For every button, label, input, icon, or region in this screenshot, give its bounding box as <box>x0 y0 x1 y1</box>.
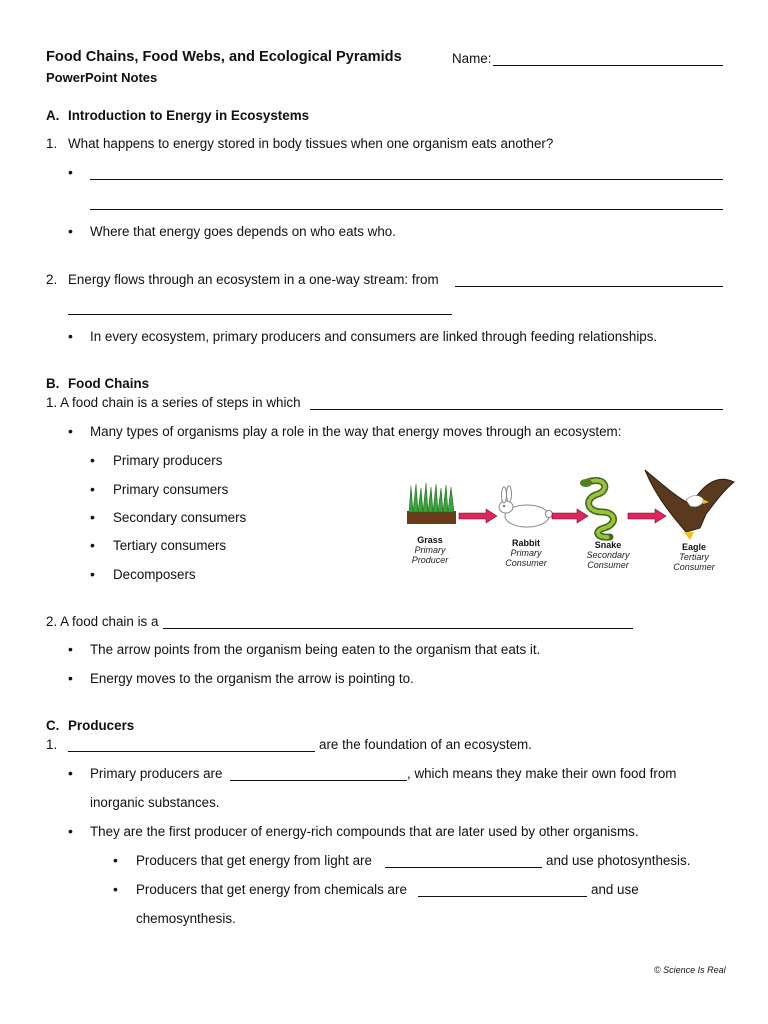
c-s2-start: Producers that get energy from chemicals are <box>136 882 407 897</box>
bullet-icon: • <box>90 566 95 582</box>
page-title: Food Chains, Food Webs, and Ecological Pyramids <box>46 49 402 65</box>
answer-blank[interactable] <box>310 409 723 410</box>
arrow-icon <box>628 509 666 523</box>
c-s1-end: and use photosynthesis. <box>546 853 691 868</box>
c-b2-text: They are the first producer of energy-rich compounds that are later used by other organisms. <box>90 824 639 839</box>
bullet-icon: • <box>113 852 118 868</box>
page-subtitle: PowerPoint Notes <box>46 70 158 85</box>
b-q1-text: 1. A food chain is a series of steps in which <box>46 395 301 410</box>
a-bullet-energy-depends: Where that energy goes depends on who eats who. <box>90 224 396 239</box>
food-chain-illustration <box>400 462 740 577</box>
bullet-icon: • <box>90 452 95 468</box>
answer-blank[interactable] <box>90 179 723 180</box>
name-label: Name: <box>452 51 492 66</box>
answer-blank[interactable] <box>230 780 407 781</box>
grass-label: Grass Primary Producer <box>411 535 449 565</box>
a-q1-text: What happens to energy stored in body tissues when one organism eats another? <box>68 136 554 151</box>
b-q2-text: 2. A food chain is a <box>46 614 159 629</box>
bullet-icon: • <box>68 164 73 180</box>
bullet-icon: • <box>68 328 73 344</box>
b-bullet-arrow-points: The arrow points from the organism being eaten to the organism that eats it. <box>90 642 541 657</box>
name-blank[interactable] <box>493 65 723 66</box>
a-q2-text: Energy flows through an ecosystem in a one-way stream: from <box>68 272 439 287</box>
rabbit-image <box>499 486 553 527</box>
section-b-letter: B. <box>46 376 60 391</box>
bullet-icon: • <box>68 423 73 439</box>
bullet-icon: • <box>68 641 73 657</box>
c-s1-start: Producers that get energy from light are <box>136 853 372 868</box>
bullet-icon: • <box>68 765 73 781</box>
copyright-footer: © Science Is Real <box>654 965 726 975</box>
role-item: Secondary consumers <box>113 510 247 525</box>
a-q2-number: 2. <box>46 272 58 287</box>
bullet-icon: • <box>68 670 73 686</box>
answer-blank[interactable] <box>455 286 723 287</box>
answer-blank[interactable] <box>68 751 315 752</box>
b-bullet-energy-moves: Energy moves to the organism the arrow is pointing to. <box>90 671 414 686</box>
grass-image <box>407 483 456 524</box>
role-item: Primary producers <box>113 453 223 468</box>
bullet-icon: • <box>90 481 95 497</box>
section-a-heading: Introduction to Energy in Ecosystems <box>68 108 310 123</box>
role-item: Tertiary consumers <box>113 538 227 553</box>
answer-blank[interactable] <box>163 628 633 629</box>
bullet-icon: • <box>68 223 73 239</box>
bullet-icon: • <box>113 881 118 897</box>
arrow-icon <box>552 509 588 523</box>
c-b1-continued: inorganic substances. <box>90 795 220 810</box>
role-item: Primary consumers <box>113 482 229 497</box>
eagle-image <box>645 470 734 540</box>
section-c-heading: Producers <box>68 718 135 733</box>
snake-image <box>580 479 614 537</box>
bullet-icon: • <box>90 509 95 525</box>
a-q1-number: 1. <box>46 136 58 151</box>
section-b-heading: Food Chains <box>68 376 150 391</box>
a-bullet-feeding-relationships: In every ecosystem, primary producers and consumers are linked through feeding relationships. <box>90 329 658 344</box>
role-item: Decomposers <box>113 567 196 582</box>
snake-label: Snake Secondary Consumer <box>586 540 630 570</box>
eagle-label: Eagle Tertiary Consumer <box>673 542 715 572</box>
bullet-icon: • <box>90 537 95 553</box>
arrow-icon <box>459 509 497 523</box>
section-c-letter: C. <box>46 718 60 733</box>
c-s2-end: and use <box>591 882 639 897</box>
answer-blank[interactable] <box>90 209 723 210</box>
b-bullet-organisms: Many types of organisms play a role in the way that energy moves through an ecosystem: <box>90 424 622 439</box>
answer-blank[interactable] <box>68 314 452 315</box>
rabbit-label: Rabbit Primary Consumer <box>505 538 547 568</box>
c-s2-continued: chemosynthesis. <box>136 911 236 926</box>
answer-blank[interactable] <box>418 896 587 897</box>
c-b1-start: Primary producers are <box>90 766 223 781</box>
answer-blank[interactable] <box>385 867 542 868</box>
c-q1-text: are the foundation of an ecosystem. <box>319 737 532 752</box>
bullet-icon: • <box>68 823 73 839</box>
c-q1-number: 1. <box>46 737 58 752</box>
c-b1-end: , which means they make their own food from <box>407 766 677 781</box>
section-a-letter: A. <box>46 108 60 123</box>
